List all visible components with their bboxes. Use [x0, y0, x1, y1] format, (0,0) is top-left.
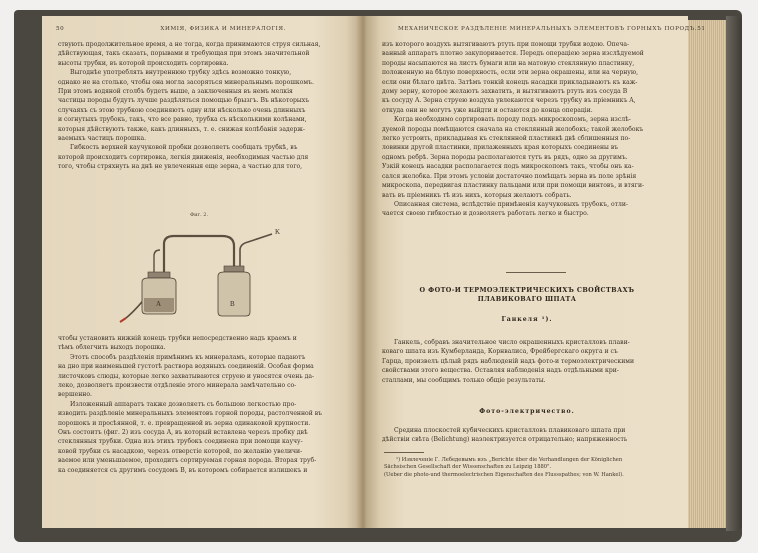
text-line: однако не на столько, чтобы она могла засоряться минеральнымъ порошкомъ.	[58, 78, 314, 86]
text-line: къ сосуду A. Зерна струею воздуха увлекаются черезъ трубку въ пріемникъ A,	[382, 97, 636, 105]
text-line: Ганкель, собравъ значительное число окрашенныхъ кристалловъ плави-	[394, 339, 630, 346]
text-line: вать въ пріемникъ тѣ изъ нихъ, которыя желаютъ собрать.	[382, 191, 572, 199]
text-line: случаяхъ съ этою трубкою соединяютъ одну или нѣсколько очень длинныхъ	[58, 106, 306, 114]
text-line: легко устроить, прикладывая къ стеклянной пластинкѣ двѣ сблишенныя по-	[382, 135, 631, 143]
text-line: ковой трубки съ насадкою, черезъ отверстіе которой, по желанію увеличи-	[58, 447, 303, 455]
text-line: Выгоднѣе употреблять внутреннюю трубку здѣсь возможно тонкую,	[70, 69, 292, 77]
text-line: микроскопа, передвигая пластинку пальцами или при помощи винтовъ, и втяги-	[382, 182, 645, 190]
text-line: коваго шпата изъ Кумберланда, Корнвалиса, Фрейбергскаго округа и съ	[382, 348, 618, 356]
section-divider	[506, 272, 566, 273]
page-stack	[686, 20, 726, 528]
text-line: При этомъ водяной столбъ будетъ выше, а заключенныя въ немъ мелкія	[58, 88, 293, 96]
text-line: сталлами, мы сообщимъ только общіе результаты.	[382, 376, 546, 384]
text-line: Гарца, произвелъ цѣлый рядъ наблюденій надъ фото-и термоэлектрическими	[382, 357, 635, 365]
text-line: того, чтобы стряхнуть на днѣ не увлеченныя еще зерна, а частью для того,	[58, 163, 303, 171]
text-line: изводить раздѣленіе минеральныхъ элементовъ горной породы, растолченной въ	[58, 410, 323, 418]
text-line: дѣйствіи свѣта (Belichtung) наэлектризуется отрицательно; напряженность	[382, 436, 628, 444]
right-fold-shade	[366, 16, 380, 528]
text-line: высоты трубки, въ которой происходить сортировка.	[58, 59, 229, 67]
text-line: Этотъ способъ раздѣленія примѣнимъ къ минераламъ, которые падаютъ	[70, 353, 306, 361]
text-line: Гибкость верхней каучуковой пробки дозволяетъ сообщать трубкѣ, въ	[70, 144, 298, 152]
figure-apparatus	[122, 220, 322, 330]
footnote-rule	[384, 452, 424, 453]
figure-label: Фиг. 2.	[190, 212, 209, 218]
left-running-head	[56, 26, 346, 32]
text-line: порошокъ и просѣянной, т. е. превращенной въ зерна одинаковой крупности.	[58, 419, 311, 427]
text-line: дому зерну, которое желаютъ захватить, и вытягиваютъ ртуть изъ сосуда B	[382, 88, 628, 96]
text-line: ваемое или уменьшаемое, проходитъ сортируемая горная порода. Вторая труб-	[58, 457, 317, 465]
right-page-number: 51	[697, 26, 706, 32]
text-line: положенную на бѣлую поверхность, если эти зерна окрашены, или на черную,	[382, 69, 639, 77]
text-line: чается своею гибкостью и дозволяетъ работать легко и быстро.	[382, 210, 589, 218]
text-line: чтобы установить нижній конецъ трубки непосредственно надъ краемъ и	[58, 335, 297, 342]
label-b: B	[230, 300, 235, 308]
text-line: ваемыхъ частицъ порошка.	[58, 135, 147, 143]
right-running-head	[380, 26, 706, 32]
right-text-mid	[382, 338, 674, 385]
text-line: (Ueber die photo-und thermoelectrischen Eigenschaften des Flussspathes; von W. Hankel).	[384, 471, 624, 478]
text-line: дуемой породы помѣщаются сначала на стеклянный желобокъ; такой желобокъ	[382, 125, 644, 133]
text-line: вершенно.	[58, 391, 92, 399]
text-line: которой происходитъ сортировка, легкія движенія, необходимыя частью для	[58, 153, 309, 161]
text-line: дѣйствующая, такъ сказать, порывами и требующая при этомъ значительной	[58, 50, 310, 58]
text-line: Sächsischen Gesellschaft der Wissenschaften zu Leipzig 1880".	[384, 464, 552, 471]
text-line: частицы породы будутъ лучше раздѣляться помощью брызгъ. Въ нѣкоторыхъ	[58, 97, 310, 105]
author-heading: Ганкеля ¹).	[501, 316, 553, 323]
text-line: Когда необходимо сортировать породу подъ микроскопомъ, зерна изслѣ-	[394, 116, 631, 124]
text-line: если они бѣлаго цвѣта. Затѣмъ тонкій конецъ насадки прикладываютъ къ каж-	[382, 78, 638, 86]
label-k: K	[275, 228, 281, 236]
text-line: породы насыпаются на листъ бумаги или на матовую стеклянную пластинку,	[382, 59, 635, 67]
left-text-bottom	[58, 334, 346, 475]
section-title: О ФОТО-И ТЕРМОЭЛЕКТРИЧЕСКИХЪ СВОЙСТВАХЪ ПЛАВИКОВАГО ШПАТА	[419, 286, 635, 303]
text-line: ванный аппаратъ плотно закупоривается. Передъ операціею зерна изслѣдуемой	[382, 50, 644, 58]
text-line: свойствами этого вещества. Оставляя наблюденія надъ отдѣльными кри-	[382, 367, 619, 375]
left-page	[42, 16, 360, 528]
right-text-bottom	[382, 426, 674, 445]
text-line: Изложенный аппаратъ также дозволяетъ съ большою легкостью про-	[70, 400, 297, 408]
right-running-title: МЕХАНИЧЕСКОЕ РАЗДѢЛЕНІЕ МИНЕРАЛЬНЫХЪ ЭЛЕМЕНТОВЪ ГОРНЫХЪ ПОРОДЪ.	[398, 26, 698, 32]
right-page	[366, 16, 706, 528]
text-line: откуда они не могутъ уже выйдти и остаются до конца операціи.	[382, 106, 593, 114]
left-text-top	[58, 40, 346, 172]
text-line: изъ которого воздухъ вытягиваютъ ртуть при помощи трубки водою. Опеча-	[382, 41, 630, 48]
text-line: тѣмъ облегчить выходъ порошка.	[58, 344, 166, 352]
text-line: листочковъ слюды, которые легко захватываются струею и уносятся очень да-	[58, 372, 315, 380]
text-line: леко, дозволяетъ произвести отдѣленіе этого минерала замѣчательно со-	[58, 382, 297, 390]
text-line: ¹) Извлеченіе Г. Лебедевымъ изъ „Berichte über die Verhandlungen der Königlichen	[396, 457, 623, 463]
text-line: и согнутыхъ трубокъ, такъ, что все равно, трубка съ нѣсколькими колѣнами,	[58, 116, 307, 124]
subsection-title: Фото-электричество.	[479, 408, 575, 415]
text-line: которыя дѣйствуютъ также, какъ длинныхъ, т. е. снижая колѣбанія задерж-	[58, 125, 305, 133]
label-a: A	[156, 300, 162, 308]
text-line: стеклянныя трубки. Одна изъ этихъ трубокъ соединена при помощи каучу-	[58, 438, 303, 446]
right-text-top	[382, 40, 674, 219]
text-line: одномъ ребрѣ. Зерна породы располагаются тутъ въ рядъ, одно за другимъ.	[382, 153, 628, 161]
left-page-number: 50	[56, 26, 65, 32]
text-line: ка соединяется съ другимъ сосудомъ B, въ которомъ собирается излишекъ и	[58, 466, 308, 474]
open-book	[14, 10, 742, 542]
text-line: ловинки другой пластинки, прилаженныхъ края которыхъ соединены въ	[382, 144, 619, 152]
text-line: ствують продолжительное время, а не тогда, когда принимаются струя сильная,	[58, 41, 321, 48]
text-line: Средина плоскостей кубическихъ кристалловъ плавиковаго шпата при	[394, 427, 626, 434]
text-line: Описанная система, вслѣдствіе примѣненія каучуковыхъ трубокъ, отли-	[394, 200, 628, 208]
cover-edge	[726, 16, 742, 531]
text-line: Узкій конецъ насадки располагается подъ микроскопомъ такъ, чтобы онъ ка-	[382, 163, 634, 171]
left-running-title: ХИМІЯ, ФИЗИКА И МИНЕРАЛОГІЯ.	[160, 26, 286, 32]
text-line: сался желобка. При этомъ условіи достаточно помѣщать зерна въ поле зрѣнія	[382, 172, 637, 180]
text-line: Онъ состоитъ (фиг. 2) изъ сосуда A, въ который вставлена черезъ пробку двѣ	[58, 429, 308, 437]
footnotes	[384, 457, 674, 479]
text-line: на дно при наименьшей густотѣ раствора водяныхъ соединеній. Особая форма	[58, 363, 314, 371]
